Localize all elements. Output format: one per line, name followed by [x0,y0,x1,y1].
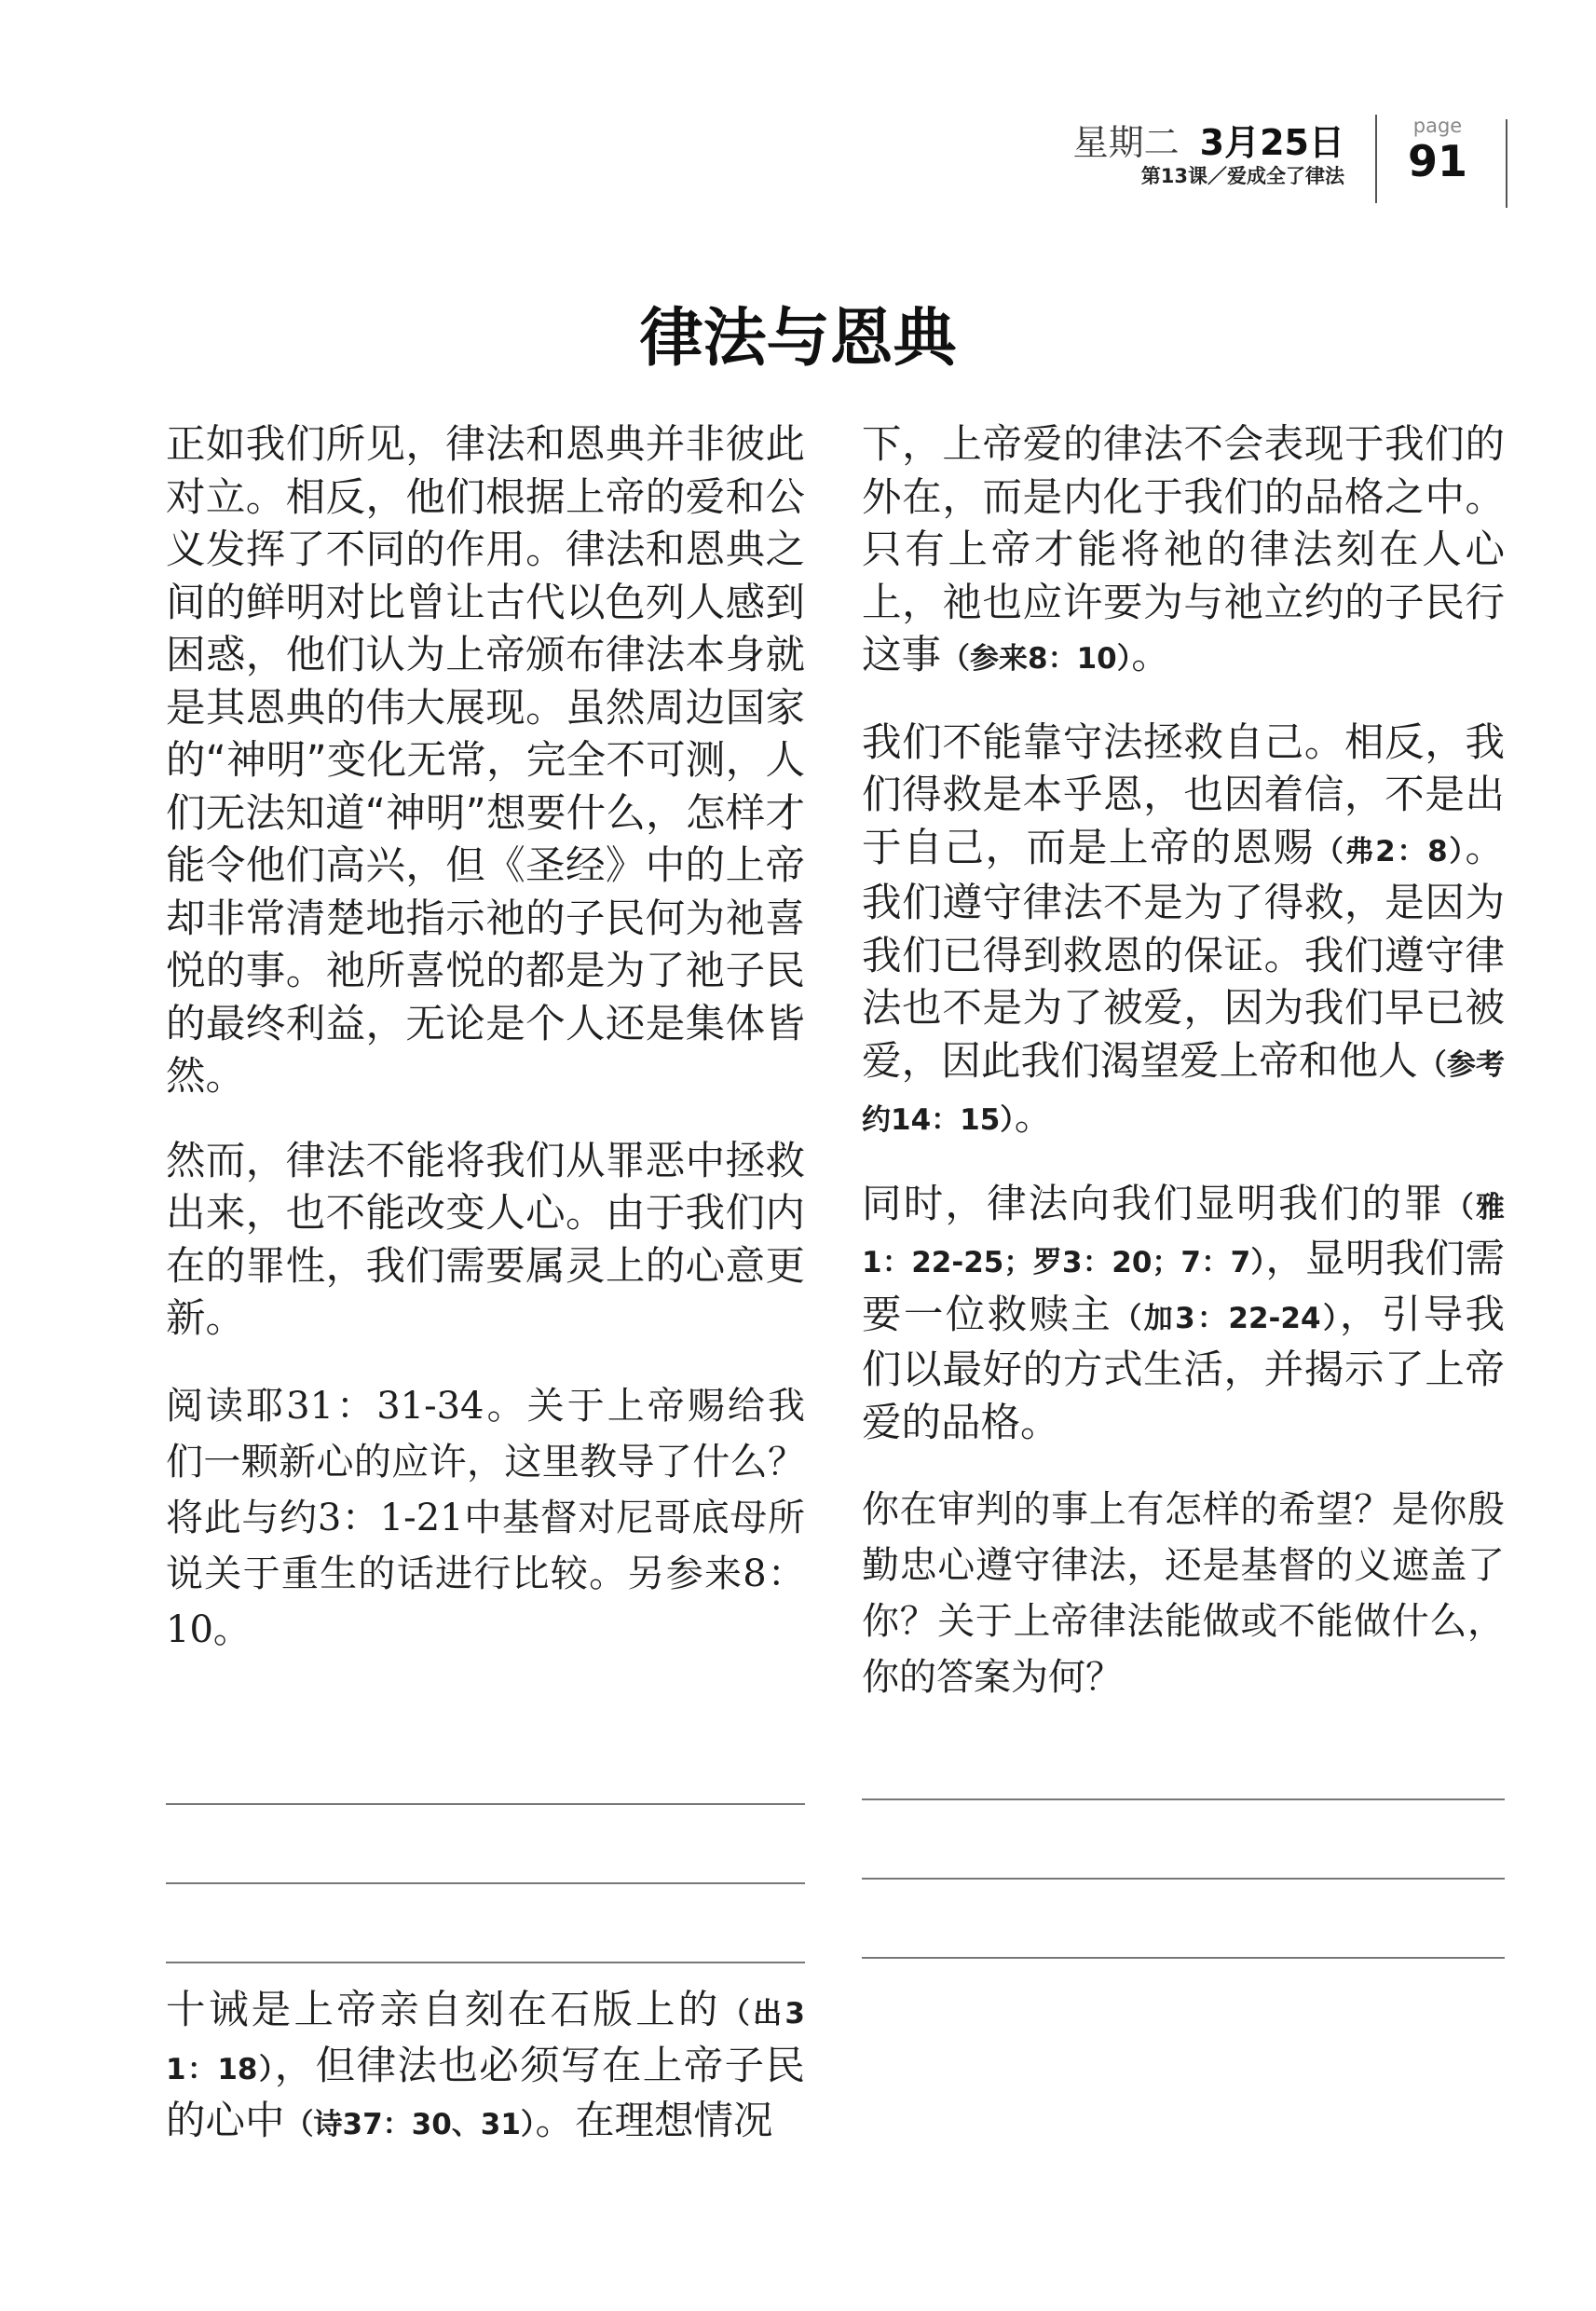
header-date-block [1073,121,1344,188]
answer-line[interactable] [862,1878,1505,1880]
right-paragraph-2 [862,718,1505,1147]
text-span: ，引导我们以最好的方式生活，并揭示了上帝爱的品格。 [862,1292,1505,1446]
text-span: 十诫是上帝亲自刻在石版上的 [166,1988,721,2033]
scripture-ref: （参来8：10） [941,642,1132,676]
answer-line[interactable] [166,1962,805,1963]
right-paragraph-1 [862,419,1505,686]
left-column [166,419,805,1658]
text-span: 。我们遵守律法不是为了得救，是因为我们已得到救恩的保证。我们遵守律法也不是为了被爱，因为我们早已被爱，因此我们渴望爱上帝和他人 [862,825,1505,1085]
scripture-ref: （诗37：30、31） [284,2108,536,2141]
page-number: 91 [1407,136,1467,186]
right-answer-lines [862,1798,1505,2036]
right-column [862,419,1505,1705]
left-paragraph-2: 然而，律法不能将我们从罪恶中拯救出来，也不能改变人心。由于我们内在的罪性，我们需要属灵上的心意更新。 [166,1138,805,1342]
header-page-block [1400,115,1475,185]
text-span: 。在理想情况 [535,2099,773,2144]
text-span: ，显明我们需要一位救赎主 [862,1237,1505,1338]
answer-line[interactable] [862,1798,1505,1800]
left-paragraph-1: 正如我们所见，律法和恩典并非彼此对立。相反，他们根据上帝的爱和公义发挥了不同的作用。律法和恩典之间的鲜明对比曾让古代以色列人感到困惑，他们认为上帝颁布律法本身就是其恩典的伟大展现。虽然周边国家的“神明”变化无常，完全不可测，人们无法知道“神明”想要什么，怎样才能令他们高兴，但《圣经》中的上帝却非常清楚地指示祂的子民何为祂喜悦的事。祂所喜悦的都是为了祂子民的最终利益，无论是个人还是集体皆然。 [166,422,805,1100]
header-lesson: 第13课／爱成全了律法 [1140,165,1344,187]
right-paragraph-3 [862,1179,1505,1451]
text-span: 我们不能靠守法拯救自己。相反，我们得救是本乎恩，也因着信，不是出于自己，而是上帝的恩赐 [862,719,1505,871]
header-date: 3月25日 [1199,122,1344,163]
page-word: page [1412,115,1463,137]
scripture-ref: （参考约14：15） [862,1047,1505,1137]
answer-line[interactable] [166,1803,805,1805]
header-right-rule [1506,119,1507,208]
left-question: 阅读耶31：31-34。关于上帝赐给我们一颗新心的应许，这里教导了什么？将此与约3：1-21中基督对尼哥底母所说关于重生的话进行比较。另参来8：10。 [166,1384,805,1651]
text-span: 同时，律法向我们显明我们的罪 [862,1181,1445,1227]
page-title: 律法与恩典 [639,301,957,376]
text-span: 。 [1014,1094,1055,1140]
text-span: 下，上帝爱的律法不会表现于我们的外在，而是内化于我们的品格之中。只有上帝才能将祂的律法刻在人心上，祂也应许要为与祂立约的子民行这事 [862,422,1505,678]
scripture-ref: （弗2：8） [1314,834,1466,868]
scripture-ref: （雅1：22-25；罗3：20；7：7） [862,1190,1505,1279]
scripture-ref: （加3：22-24） [1112,1301,1340,1335]
answer-line[interactable] [862,1957,1505,1959]
text-span: 。 [1131,633,1171,678]
left-bottom-text [166,1985,805,2183]
scripture-ref: （出31：18） [166,1997,805,2086]
header-weekday: 星期二 [1072,122,1180,163]
right-question: 你在审判的事上有怎样的希望？是你殷勤忠心遵守律法，还是基督的义遮盖了你？关于上帝律法能做或不能做什么，你的答案为何？ [862,1488,1505,1699]
left-paragraph-3 [166,1985,805,2152]
header-divider [1375,115,1377,203]
text-span: ，但律法也必须写在上帝子民的心中 [166,2043,805,2144]
answer-line[interactable] [166,1882,805,1884]
